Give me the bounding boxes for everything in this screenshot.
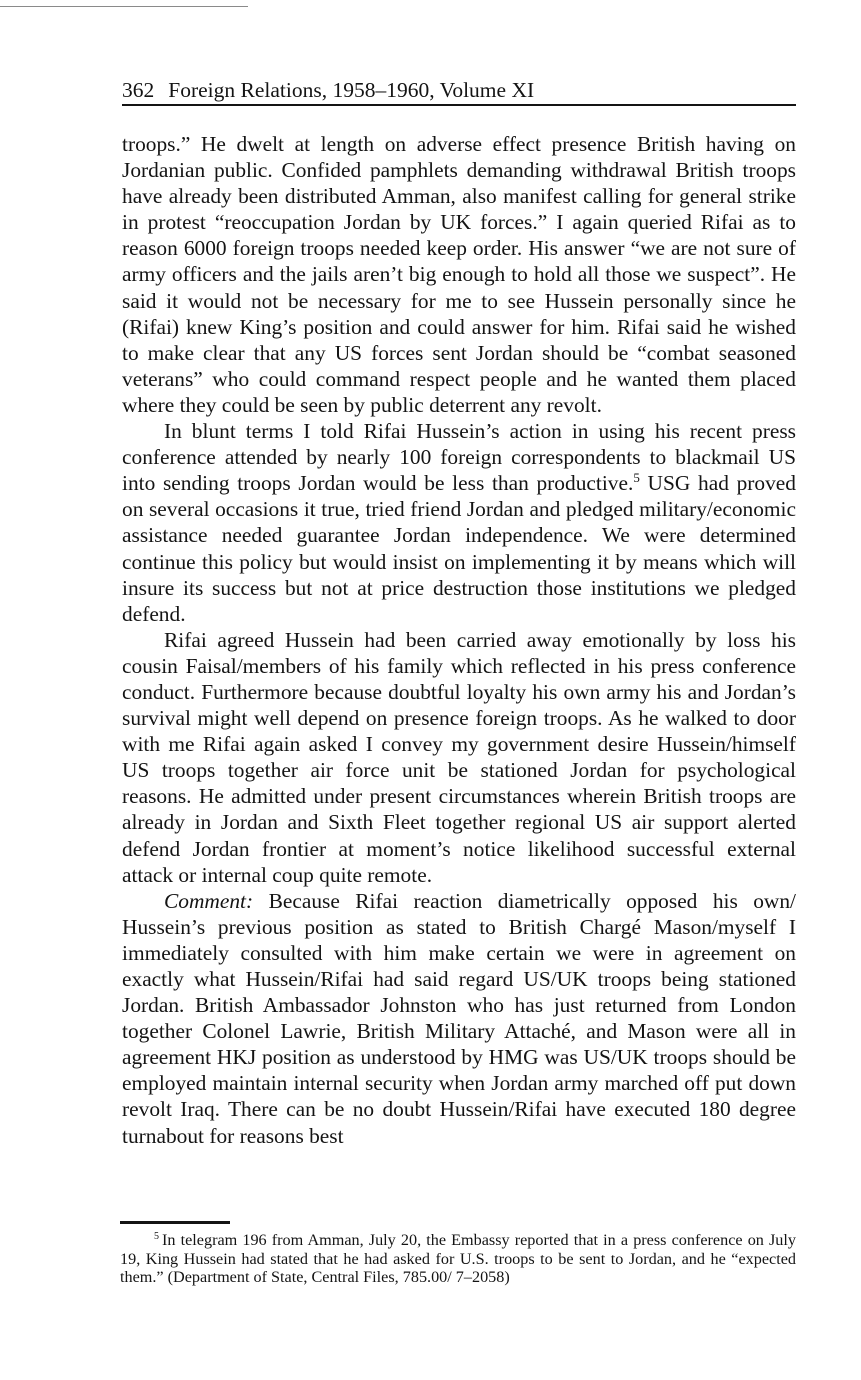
paragraph-2 <box>122 418 796 627</box>
page-number: 362 <box>122 78 155 102</box>
footnote-mark: 5 <box>154 1230 159 1242</box>
running-head <box>122 76 796 106</box>
body-text <box>122 131 796 1149</box>
footnote <box>120 1231 796 1287</box>
footnote-reference: 5 <box>633 470 640 486</box>
top-edge-rule <box>0 6 248 7</box>
comment-label: Comment: <box>164 888 254 913</box>
running-title: Foreign Relations, 1958–1960, Volume XI <box>168 78 535 102</box>
footnote-text: In telegram 196 from Amman, July 20, the Embassy reported that in a press conference on July 19, King Hussein had stated that he had asked for U.S. troops to be sent to Jordan, and he “expected them.” (Department of State, Central Files, 785.00/ 7–2058) <box>120 1231 796 1286</box>
paragraph-4-text: Because Rifai reaction diametrically opposed his own/ Hussein’s previous position as stated to British Chargé Mason/myself I immediately consulted with him make certain we were in agreement on exactly what Hussein/Rifai had said regard US/UK troops being stationed Jordan. British Ambassador Johnston who has just returned from London together Colonel Lawrie, British Military Attaché, and Mason were all in agreement HKJ position as understood by HMG was US/UK troops should be employed maintain internal security when Jordan army marched off put down revolt Iraq. There can be no doubt Hussein/Rifai have executed 180 degree turnabout for reasons best <box>122 888 796 1148</box>
paragraph-3: Rifai agreed Hussein had been carried away emotionally by loss his cousin Faisal/members of his family which reflected in his press conference conduct. Furthermore because doubtful loyalty his own army his and Jordan’s survival might well depend on presence foreign troops. As he walked to door with me Rifai again asked I convey my government desire Hussein/himself US troops together air force unit be stationed Jordan for psychological reasons. He admitted under present circumstances wherein British troops are already in Jordan and Sixth Fleet together regional US air support alerted defend Jordan frontier at moment’s notice likelihood successful external attack or internal coup quite remote. <box>122 627 796 887</box>
paragraph-1: troops.” He dwelt at length on adverse effect presence British having on Jordanian public. Confided pamphlets demanding withdrawal British troops have already been distributed Amman, also manifest calling for general strike in protest “reoccupation Jordan by UK forces.” I again queried Rifai as to reason 6000 foreign troops needed keep order. His answer “we are not sure of army officers and the jails aren’t big enough to hold all those we suspect”. He said it would not be necessary for me to see Hussein personally since he (Rifai) knew King’s position and could answer for him. Rifai said he wished to make clear that any US forces sent Jordan should be “combat seasoned veterans” who could command respect people and he wanted them placed where they could be seen by public deterrent any revolt. <box>122 132 796 417</box>
paragraph-4 <box>122 888 796 1149</box>
paragraph-2-text-b: USG had proved on several occasions it true, tried friend Jordan and pledged military/economic assistance needed guarantee Jordan independence. We were determined continue this policy but would insist on implementing it by means which will insure its success but not at price destruction those institutions we pledged defend. <box>122 471 796 626</box>
paragraph-2-text-a: In blunt terms I told Rifai Hussein’s action in using his recent press conference attended by nearly 100 foreign correspondents to blackmail US into sending troops Jordan would be less than productive. <box>122 419 796 496</box>
footnote-separator <box>120 1221 230 1224</box>
